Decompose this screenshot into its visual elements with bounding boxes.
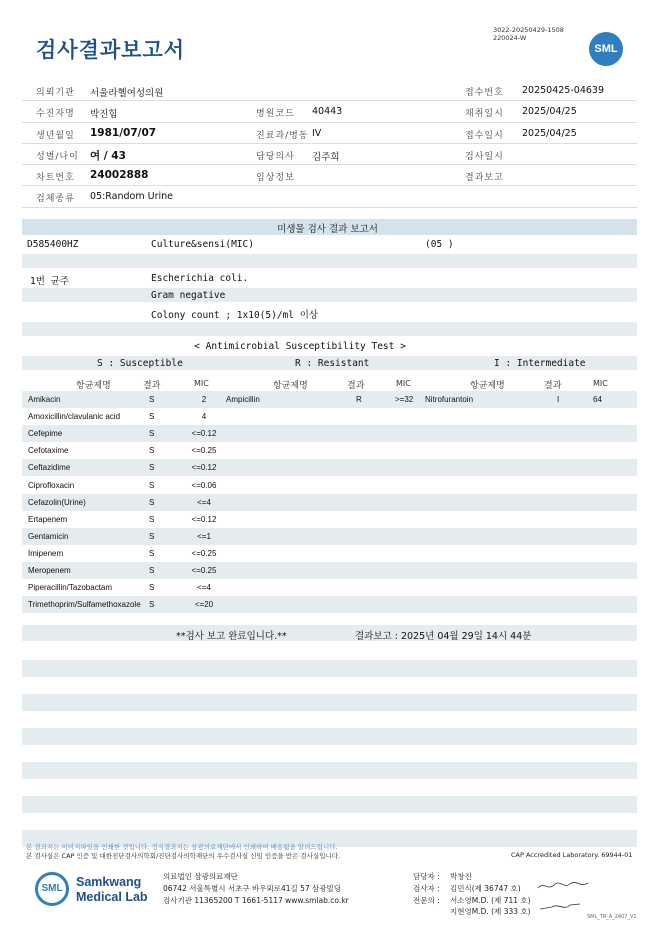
info-label: 검사일시 [465,151,504,162]
col-drug-header: 항균제명 [273,381,308,391]
mic-value: <=0.06 [191,480,217,490]
stripe [22,254,637,268]
mic-value: <=0.12 [191,514,217,524]
mic-value: 4 [201,412,207,422]
drug-name: Ciprofloxacin [28,480,75,490]
staff-tester: 김민식(제 36747 호) [450,884,521,893]
info-label: 생년월일 [36,130,75,141]
staff-label-manager: 담당자 : [413,872,440,881]
ast-result: S [149,514,155,524]
patient-info-row [22,101,637,122]
report-time: 결과보고 : 2025년 04월 29일 14시 44분 [355,631,532,642]
test-code-number: (05 ) [425,239,454,250]
info-label: 진료과/병동 [256,130,309,141]
ast-result: S [149,531,155,541]
ast-result: S [149,600,155,610]
staff-label-tester: 검사자 : [413,884,440,893]
mic-value: <=4 [197,583,211,593]
info-value: 05:Random Urine [90,191,174,203]
info-value: 1981/07/07 [90,126,157,139]
cap-accreditation: CAP Accredited Laboratory. 69944-01 [511,851,633,859]
drug-name: Cefepime [28,429,63,439]
section-title: 미생물 검사 결과 보고서 [277,224,378,235]
col-drug-header: 항균제명 [470,381,505,391]
legend-susceptible: S : Susceptible [97,358,183,369]
info-label: 결과보고 [465,173,504,184]
ast-result: S [149,446,155,456]
drug-name: Meropenem [28,566,71,575]
info-value: 서울라헬여성의원 [90,88,164,99]
mic-value: <=0.12 [191,463,217,473]
colony-count: Colony count ; 1x10(5)/ml 이상 [151,310,319,321]
ast-result: S [149,395,155,404]
sml-logo: SML [589,32,623,66]
test-code: D585400HZ [27,239,79,250]
lab-name-line1: Samkwang [76,875,142,889]
info-value: 김주희 [312,151,340,163]
ast-result: S [149,429,155,439]
legend-resistant: R : Resistant [295,358,370,369]
ast-result: S [149,480,155,490]
col-mic-header: MIC [194,379,209,388]
ast-result: R [356,395,362,404]
mic-value: 64 [593,395,602,404]
col-drug-header: 항균제명 [76,381,111,391]
info-value: 40443 [312,106,343,118]
info-value: 여 / 43 [90,149,126,162]
drug-name: Imipenem [28,548,64,558]
stripe [22,762,637,779]
drug-name: Nitrofurantoin [425,395,474,404]
mic-value: <=1 [197,531,211,541]
info-label: 성별/나이 [36,151,79,162]
stripe [22,459,637,476]
patient-info-row [22,144,637,165]
lab-address: 06742 서울특별시 서초구 바우뫼로41길 57 삼광빌딩 [163,884,342,893]
stripe [22,728,637,745]
info-label: 채취일시 [465,109,504,120]
drug-name: Trimethoprim/Sulfamethoxazole [28,600,141,610]
gram-stain: Gram negative [151,290,226,301]
stripe [22,830,637,842]
info-label: 병원코드 [256,109,295,120]
drug-name: Amikacin [28,395,61,404]
stripe [22,625,637,641]
mic-value: >=32 [395,395,414,404]
organism-label: 1번 균주 [30,276,69,287]
staff-label-specialist: 전문의 : [413,896,440,905]
stripe [22,322,637,336]
info-label: 담당의사 [256,151,295,162]
stripe [22,391,637,408]
patient-info-row [22,80,637,101]
info-label: 의뢰기관 [36,88,75,98]
drug-name: Ertapenem [28,514,68,524]
info-label: 차트번호 [36,173,75,184]
staff-specialist-1: 서소영M.D. (제 711 호) [450,896,531,905]
col-mic-header: MIC [396,379,411,388]
mic-value: <=4 [197,497,211,507]
info-label: 수진자명 [36,109,75,120]
drug-name: Piperacillin/Tazobactam [28,583,113,593]
stripe [22,562,637,579]
ast-result: S [149,463,155,473]
lab-contact: 검사기관 11365200 T 1661-5117 www.smlab.co.kr [163,896,349,905]
patient-info-table [22,80,637,208]
footer-sml-logo: SML [35,872,69,906]
stripe [22,796,637,813]
ast-title: < Antimicrobial Susceptibility Test > [194,341,406,352]
stripe [22,288,637,302]
mic-value: <=0.25 [191,446,217,456]
footer-note-image: 본 결과지는 이미지파일을 인쇄한 것입니다. 정식결과지는 삼광의료재단에서 인쇄하여 배송됨을 알려드립니다. [26,843,338,851]
ast-result: S [149,412,155,422]
report-code [493,26,564,42]
signature-specialist [538,899,583,913]
stripe [22,425,637,442]
patient-info-row [22,165,637,186]
drug-name: Cefotaxime [28,446,69,456]
info-value: 24002888 [90,169,149,182]
stripe [22,494,637,511]
col-mic-header: MIC [593,379,608,388]
info-label: 접수번호 [465,88,504,98]
info-label: 접수일시 [465,130,504,141]
mic-value: <=20 [194,600,214,610]
form-code: SML_TR_A_2407_V1 [587,914,637,920]
signature-tester [536,879,591,893]
lab-organization: 의료법인 삼광의료재단 [163,872,238,881]
mic-value: <=0.12 [191,429,217,439]
col-result-header: 결과 [143,381,161,391]
info-label: 검체종류 [36,194,75,205]
ast-result: S [149,583,155,593]
staff-specialist-2: 지현영M.D. (제 333 호) [450,907,531,916]
stripe [22,528,637,545]
ast-result: S [149,497,155,507]
page-title: 검사결과보고서 [36,38,186,62]
col-result-header: 결과 [347,381,365,391]
completion-text: **검사 보고 완료입니다.** [176,631,287,642]
mic-value: <=0.25 [191,548,217,558]
footer-note-accreditation: 본 검사실은 CAP 인증 및 대한진단검사의학회/진단검사의학재단의 우수검사실 신임 인증을 받은 검사실입니다. [26,852,341,860]
info-label: 임상정보 [256,173,295,184]
test-name: Culture&sensi(MIC) [151,239,254,250]
drug-name: Gentamicin [28,531,69,541]
ast-result: I [557,395,560,404]
organism-name: Escherichia coli. [151,273,249,284]
drug-name: Ampicillin [226,395,260,404]
col-result-header: 결과 [544,381,562,391]
info-value: 박진힘 [90,109,118,121]
lab-name-line2: Medical Lab [76,890,148,904]
staff-manager: 박창진 [450,872,472,881]
info-value: 2025/04/25 [522,106,577,118]
report-code-line1: 3022-20250429-1508 [493,26,564,34]
info-value: IV [312,127,322,139]
legend-intermediate: I : Intermediate [494,358,586,369]
ast-result: S [149,548,155,558]
stripe [22,660,637,677]
mic-value: 2 [201,395,207,404]
patient-info-row [22,186,637,207]
drug-name: Cefazolin(Urine) [28,497,86,507]
patient-info-row [22,123,637,144]
info-value: 20250425-04639 [522,85,605,96]
drug-name: Amoxicillin/clavulanic acid [28,412,121,422]
stripe [22,694,637,711]
report-code-line2: 220024-W [493,34,527,42]
drug-name: Ceftazidime [28,463,71,473]
ast-result: S [149,566,155,575]
mic-value: <=0.25 [191,566,217,575]
info-value: 2025/04/25 [522,127,577,139]
